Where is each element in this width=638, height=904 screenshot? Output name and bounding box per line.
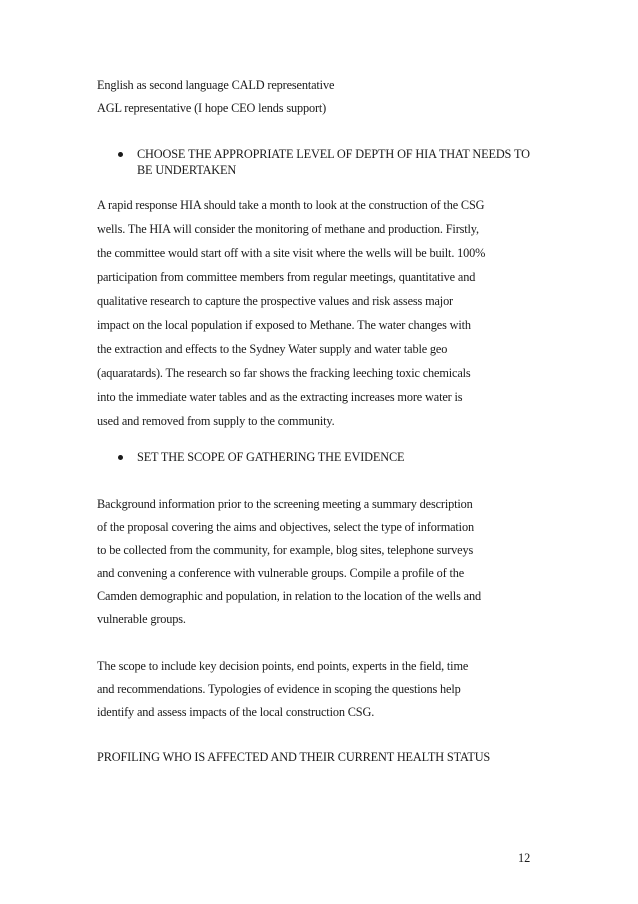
paragraph-line: Camden demographic and population, in relation to the location of the wells and	[97, 589, 481, 603]
paragraph-line: qualitative research to capture the prospective values and risk assess major	[97, 294, 454, 308]
paragraph-line: the extraction and effects to the Sydney Water supply and water table geo	[97, 342, 448, 356]
paragraph-line: participation from committee members from regular meetings, quantitative and	[97, 270, 476, 284]
bullet-text: BE UNDERTAKEN	[137, 163, 237, 177]
paragraph-line: The scope to include key decision points, end points, experts in the field, time	[97, 659, 469, 673]
paragraph-line: vulnerable groups.	[97, 612, 186, 626]
paragraph-line: and recommendations. Typologies of evidence in scoping the questions help	[97, 682, 461, 696]
paragraph-line: A rapid response HIA should take a month to look at the construction of the CSG	[97, 198, 485, 212]
paragraph-line: wells. The HIA will consider the monitoring of methane and production. Firstly,	[97, 222, 479, 236]
paragraph-line: and convening a conference with vulnerable groups. Compile a profile of the	[97, 566, 465, 580]
paragraph-line: to be collected from the community, for example, blog sites, telephone surveys	[97, 543, 474, 557]
bullet-icon	[118, 152, 123, 157]
bullet-icon	[118, 455, 123, 460]
paragraph-line: impact on the local population if exposed to Methane. The water changes with	[97, 318, 471, 332]
paragraph-line: the committee would start off with a site visit where the wells will be built. 100%	[97, 246, 486, 260]
paragraph-line: into the immediate water tables and as the extracting increases more water is	[97, 390, 463, 404]
page-number: 12	[518, 851, 531, 865]
paragraph-line: used and removed from supply to the community.	[97, 414, 335, 428]
bullet-text: CHOOSE THE APPROPRIATE LEVEL OF DEPTH OF HIA THAT NEEDS TO	[137, 147, 530, 161]
paragraph-line: (aquaratards). The research so far shows the fracking leeching toxic chemicals	[97, 366, 471, 380]
intro-line: English as second language CALD representative	[97, 78, 335, 92]
paragraph-line: Background information prior to the screening meeting a summary description	[97, 497, 473, 511]
section-heading: PROFILING WHO IS AFFECTED AND THEIR CURRENT HEALTH STATUS	[97, 750, 491, 764]
paragraph-line: identify and assess impacts of the local construction CSG.	[97, 705, 375, 719]
intro-line: AGL representative (I hope CEO lends support)	[97, 101, 327, 115]
bullet-text: SET THE SCOPE OF GATHERING THE EVIDENCE	[137, 450, 405, 464]
paragraph-line: of the proposal covering the aims and objectives, select the type of information	[97, 520, 474, 534]
